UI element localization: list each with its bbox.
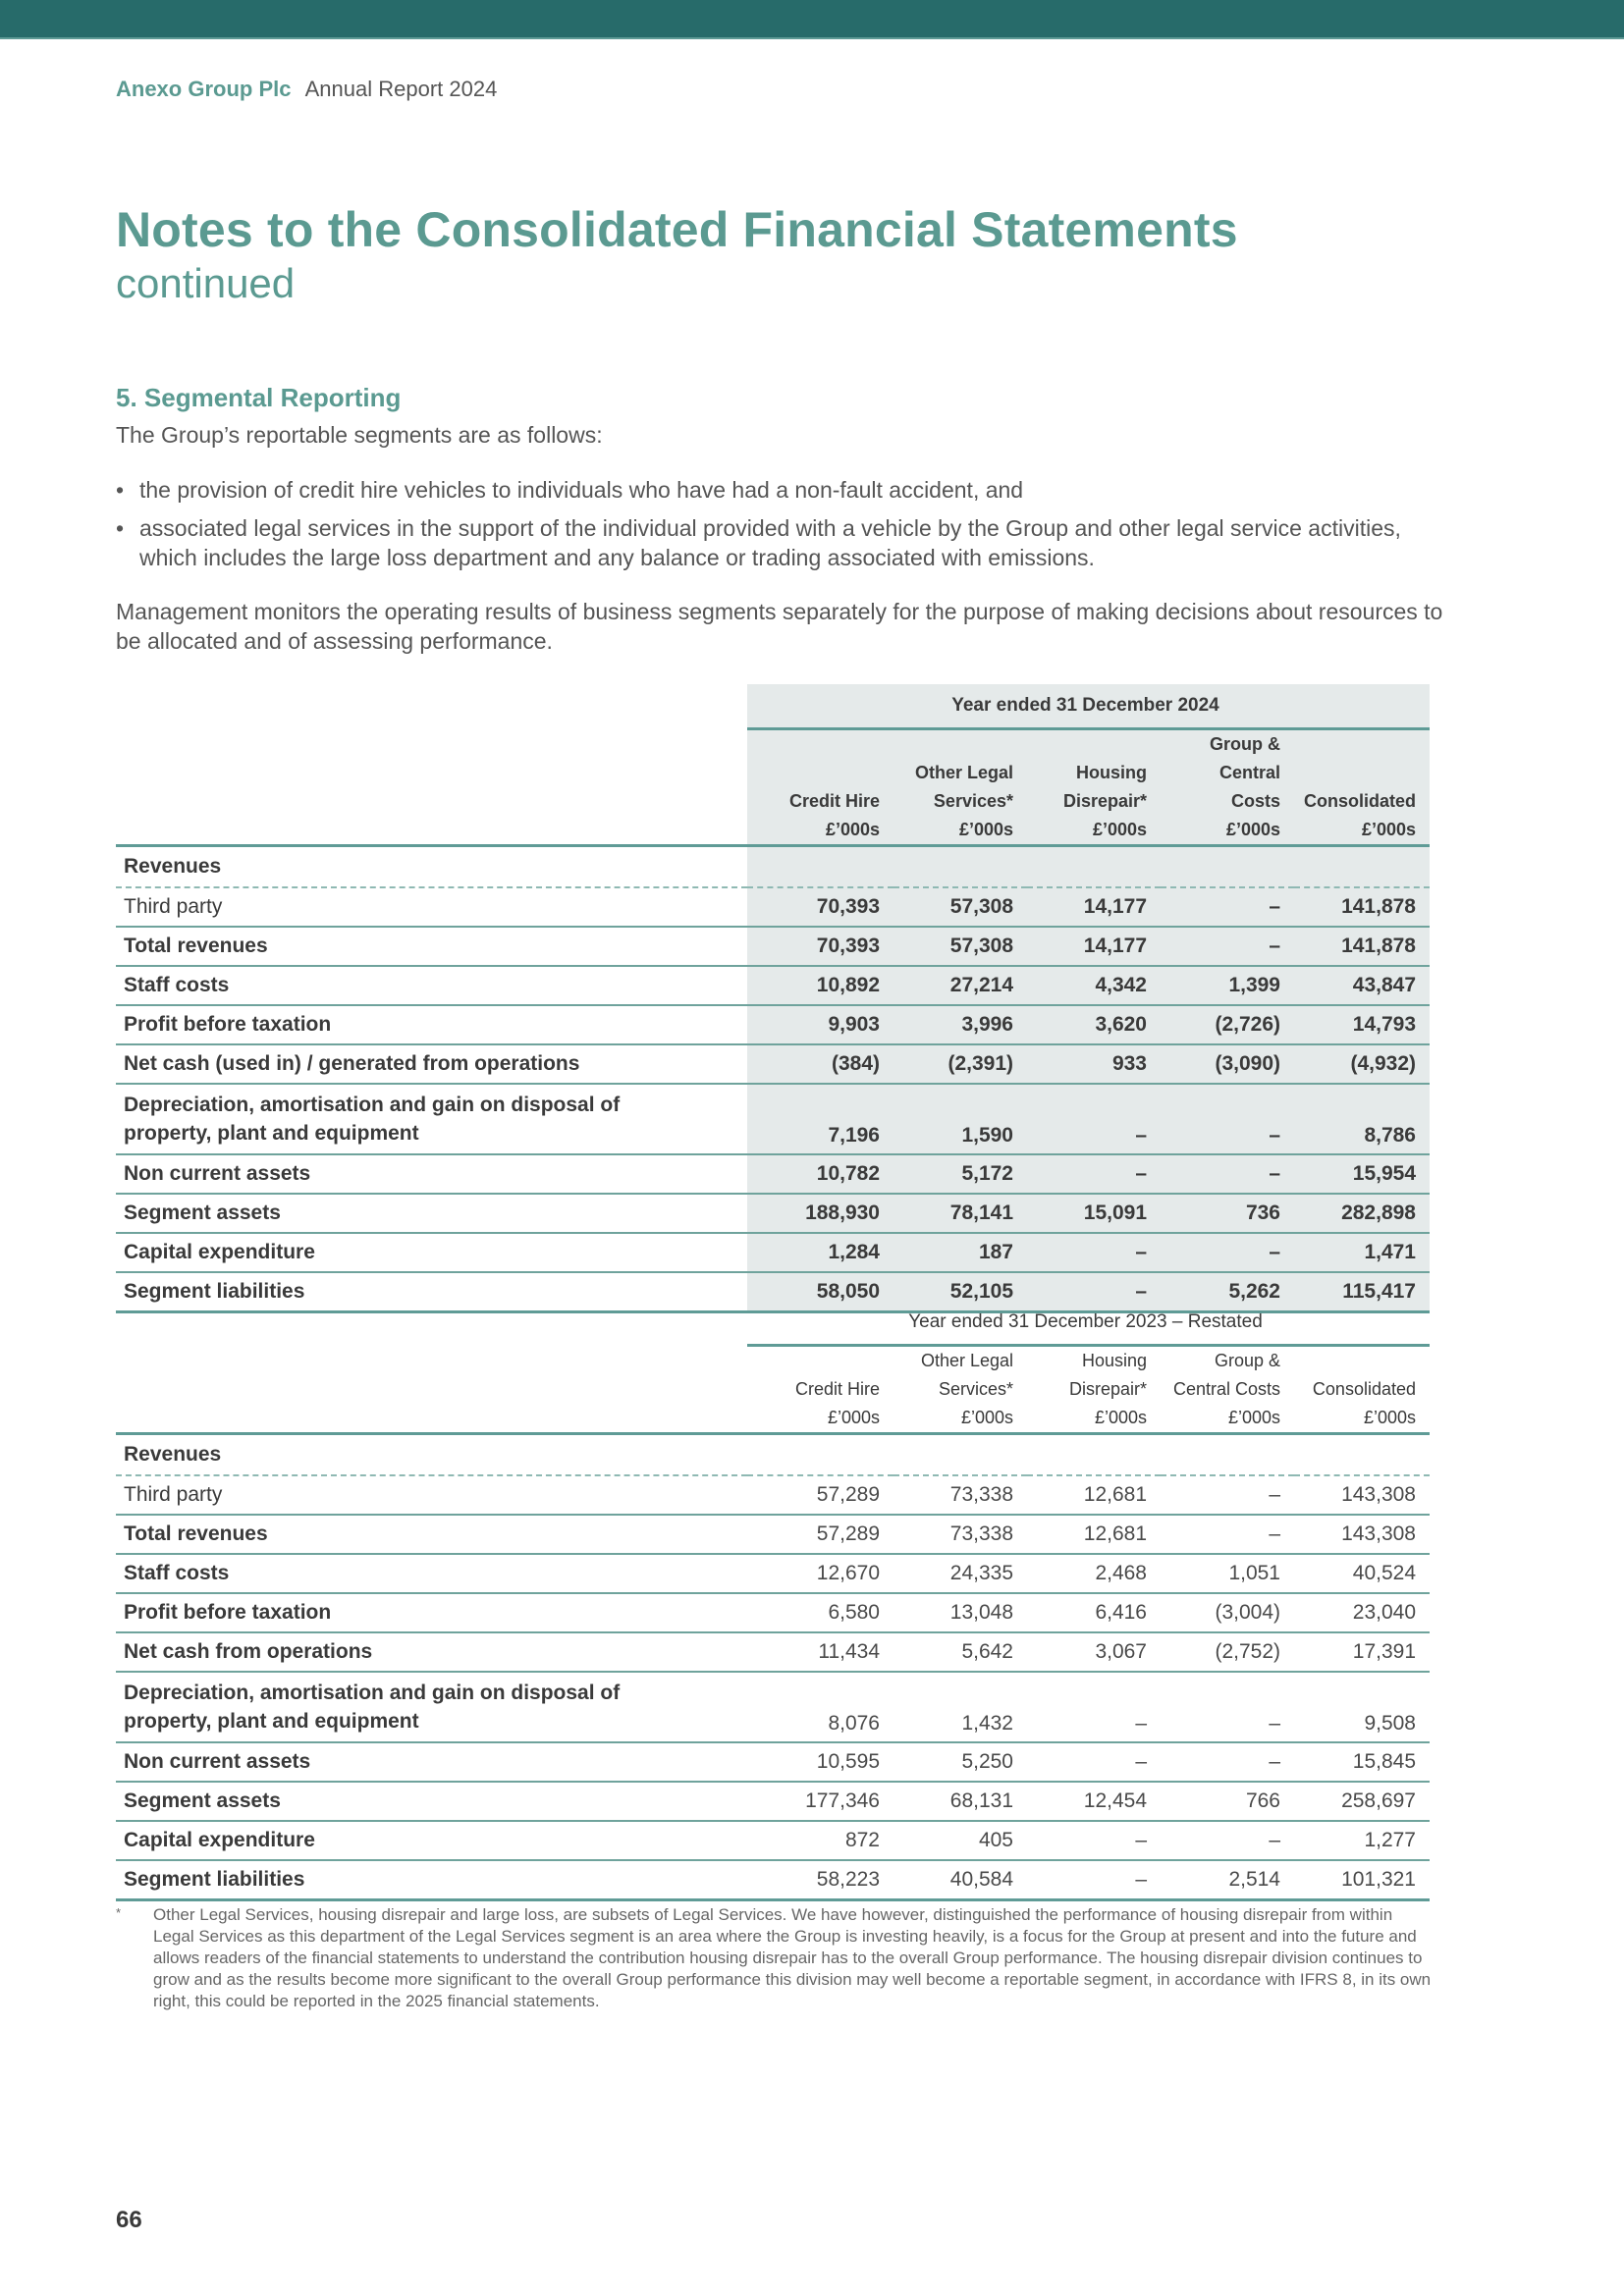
row-label: Revenues: [116, 1434, 747, 1476]
row-label: Net cash from operations: [116, 1632, 747, 1672]
cell-value: 14,793: [1294, 1005, 1430, 1044]
running-header: [116, 77, 497, 102]
column-header-other-legal: Other Legal Services* £’000s: [893, 729, 1027, 846]
table-row: [116, 1593, 1430, 1632]
cell-value: –: [1161, 1515, 1294, 1554]
table-row: [116, 1742, 1430, 1782]
cell-value: 1,590: [893, 1084, 1027, 1154]
cell-value: (4,932): [1294, 1044, 1430, 1084]
cell-value: –: [1161, 887, 1294, 927]
cell-value: 12,670: [747, 1554, 893, 1593]
cell-value: 1,284: [747, 1233, 893, 1272]
row-label: Staff costs: [116, 1554, 747, 1593]
row-label: Total revenues: [116, 1515, 747, 1554]
cell-value: 15,954: [1294, 1154, 1430, 1194]
cell-value: 872: [747, 1821, 893, 1860]
column-header-group-central: Group & Central Costs £’000s: [1161, 1346, 1294, 1434]
cell-value: 14,177: [1027, 927, 1161, 966]
cell-value: –: [1027, 1821, 1161, 1860]
period-header: Year ended 31 December 2023 – Restated: [747, 1301, 1430, 1346]
cell-value: 57,289: [747, 1515, 893, 1554]
empty-cells: [747, 1434, 1430, 1476]
cell-value: 188,930: [747, 1194, 893, 1233]
cell-value: (384): [747, 1044, 893, 1084]
row-label: Depreciation, amortisation and gain on disposal of property, plant and equipment: [116, 1084, 747, 1154]
cell-value: 8,076: [747, 1672, 893, 1742]
cell-value: 3,067: [1027, 1632, 1161, 1672]
cell-value: 115,417: [1294, 1272, 1430, 1312]
table-row: [116, 1860, 1430, 1900]
header-spacer: [116, 1301, 747, 1346]
top-color-bar: [0, 0, 1624, 39]
cell-value: 143,308: [1294, 1475, 1430, 1515]
table-row: [116, 1194, 1430, 1233]
cell-value: 766: [1161, 1782, 1294, 1821]
cell-value: –: [1027, 1154, 1161, 1194]
cell-value: 177,346: [747, 1782, 893, 1821]
row-label: Total revenues: [116, 927, 747, 966]
table-body: [116, 887, 1430, 1312]
page-title: Notes to the Consolidated Financial Statements: [116, 202, 1238, 257]
column-header-consolidated: Consolidated £’000s: [1294, 1346, 1430, 1434]
table-body: [116, 1475, 1430, 1900]
footnote-marker: *: [116, 1905, 122, 1920]
cell-value: 57,289: [747, 1475, 893, 1515]
cell-value: 5,250: [893, 1742, 1027, 1782]
table-row: [116, 1005, 1430, 1044]
cell-value: 4,342: [1027, 966, 1161, 1005]
bullet-item: • the provision of credit hire vehicles to individuals who have had a non-fault accident, and: [116, 475, 1451, 505]
cell-value: –: [1027, 1742, 1161, 1782]
row-label: Revenues: [116, 846, 747, 888]
table-row: [116, 1044, 1430, 1084]
header-spacer: [116, 1346, 747, 1434]
row-label: Segment liabilities: [116, 1272, 747, 1312]
row-label: Capital expenditure: [116, 1233, 747, 1272]
period-header: Year ended 31 December 2024: [747, 684, 1430, 729]
row-label: Profit before taxation: [116, 1005, 747, 1044]
page-number: 66: [116, 2207, 142, 2233]
section-row-revenues: [116, 846, 1430, 888]
table-row: [116, 1672, 1430, 1742]
cell-value: 52,105: [893, 1272, 1027, 1312]
cell-value: 73,338: [893, 1515, 1027, 1554]
cell-value: 57,308: [893, 927, 1027, 966]
cell-value: 1,432: [893, 1672, 1027, 1742]
cell-value: 10,892: [747, 966, 893, 1005]
cell-value: 58,050: [747, 1272, 893, 1312]
row-label: Staff costs: [116, 966, 747, 1005]
column-header-group-central: Group & Central Costs £’000s: [1161, 729, 1294, 846]
cell-value: –: [1161, 927, 1294, 966]
cell-value: 258,697: [1294, 1782, 1430, 1821]
cell-value: 58,223: [747, 1860, 893, 1900]
cell-value: 78,141: [893, 1194, 1027, 1233]
cell-value: 1,277: [1294, 1821, 1430, 1860]
cell-value: 6,580: [747, 1593, 893, 1632]
table-row: [116, 1154, 1430, 1194]
cell-value: 1,471: [1294, 1233, 1430, 1272]
cell-value: 3,996: [893, 1005, 1027, 1044]
cell-value: –: [1161, 1084, 1294, 1154]
cell-value: 1,399: [1161, 966, 1294, 1005]
section-heading: 5. Segmental Reporting: [116, 383, 402, 412]
cell-value: –: [1027, 1860, 1161, 1900]
bullet-item: • associated legal services in the support of the individual provided with a vehicle by the Group and other legal service activities, which includes the large loss department and any balance or trading associated with emissions.: [116, 513, 1451, 572]
cell-value: 143,308: [1294, 1515, 1430, 1554]
cell-value: 933: [1027, 1044, 1161, 1084]
row-label: Depreciation, amortisation and gain on disposal of property, plant and equipment: [116, 1672, 747, 1742]
cell-value: 2,514: [1161, 1860, 1294, 1900]
cell-value: 10,782: [747, 1154, 893, 1194]
row-label: Segment liabilities: [116, 1860, 747, 1900]
cell-value: (2,752): [1161, 1632, 1294, 1672]
cell-value: –: [1027, 1084, 1161, 1154]
cell-value: 282,898: [1294, 1194, 1430, 1233]
row-label: Segment assets: [116, 1782, 747, 1821]
cell-value: 9,903: [747, 1005, 893, 1044]
column-header-row: [116, 729, 1430, 846]
table-row: [116, 1782, 1430, 1821]
column-header-consolidated: Consolidated £’000s: [1294, 729, 1430, 846]
cell-value: (2,391): [893, 1044, 1027, 1084]
cell-value: 5,642: [893, 1632, 1027, 1672]
column-header-row: [116, 1346, 1430, 1434]
cell-value: 15,845: [1294, 1742, 1430, 1782]
empty-cells: [747, 846, 1430, 888]
cell-value: 70,393: [747, 887, 893, 927]
row-label: Non current assets: [116, 1742, 747, 1782]
table-row: [116, 1515, 1430, 1554]
table-row: [116, 1554, 1430, 1593]
cell-value: 6,416: [1027, 1593, 1161, 1632]
row-label: Capital expenditure: [116, 1821, 747, 1860]
footnote: [116, 1904, 1432, 2012]
column-header-other-legal: Other Legal Services* £’000s: [893, 1346, 1027, 1434]
page-subtitle: continued: [116, 260, 296, 306]
row-label: Segment assets: [116, 1194, 747, 1233]
table-row: [116, 1821, 1430, 1860]
column-header-credit-hire: Credit Hire £’000s: [747, 729, 893, 846]
cell-value: 7,196: [747, 1084, 893, 1154]
cell-value: (3,090): [1161, 1044, 1294, 1084]
cell-value: (2,726): [1161, 1005, 1294, 1044]
table-row: [116, 1233, 1430, 1272]
row-label: Profit before taxation: [116, 1593, 747, 1632]
column-header-credit-hire: Credit Hire £’000s: [747, 1346, 893, 1434]
cell-value: 5,172: [893, 1154, 1027, 1194]
column-header-housing-disrepair: Housing Disrepair* £’000s: [1027, 1346, 1161, 1434]
company-name: Anexo Group Plc: [116, 77, 292, 101]
cell-value: 57,308: [893, 887, 1027, 927]
header-spacer: [116, 729, 747, 846]
cell-value: 40,524: [1294, 1554, 1430, 1593]
cell-value: –: [1161, 1154, 1294, 1194]
cell-value: 187: [893, 1233, 1027, 1272]
segment-table-2024: [116, 684, 1430, 1313]
table-row: [116, 1084, 1430, 1154]
cell-value: 141,878: [1294, 927, 1430, 966]
cell-value: 27,214: [893, 966, 1027, 1005]
cell-value: –: [1027, 1233, 1161, 1272]
row-label: Third party: [116, 887, 747, 927]
row-label: Non current assets: [116, 1154, 747, 1194]
cell-value: 23,040: [1294, 1593, 1430, 1632]
section-row-revenues: [116, 1434, 1430, 1476]
cell-value: 68,131: [893, 1782, 1027, 1821]
column-header-housing-disrepair: Housing Disrepair* £’000s: [1027, 729, 1161, 846]
cell-value: 24,335: [893, 1554, 1027, 1593]
table-row: [116, 966, 1430, 1005]
cell-value: 141,878: [1294, 887, 1430, 927]
cell-value: 10,595: [747, 1742, 893, 1782]
cell-value: 9,508: [1294, 1672, 1430, 1742]
cell-value: –: [1161, 1821, 1294, 1860]
cell-value: 12,681: [1027, 1515, 1161, 1554]
cell-value: –: [1161, 1233, 1294, 1272]
cell-value: 8,786: [1294, 1084, 1430, 1154]
cell-value: 12,681: [1027, 1475, 1161, 1515]
cell-value: 3,620: [1027, 1005, 1161, 1044]
cell-value: 14,177: [1027, 887, 1161, 927]
cell-value: 405: [893, 1821, 1027, 1860]
cell-value: –: [1161, 1742, 1294, 1782]
cell-value: 40,584: [893, 1860, 1027, 1900]
cell-value: 73,338: [893, 1475, 1027, 1515]
row-label: Third party: [116, 1475, 747, 1515]
cell-value: 13,048: [893, 1593, 1027, 1632]
segment-table-2023-restated: [116, 1301, 1430, 1901]
cell-value: 43,847: [1294, 966, 1430, 1005]
cell-value: –: [1161, 1672, 1294, 1742]
period-header-row: [116, 684, 1430, 729]
section-paragraph: Management monitors the operating results of business segments separately for the purpose of making decisions about resources to be allocated and of assessing performance.: [116, 599, 1443, 654]
section-intro: The Group’s reportable segments are as follows:: [116, 422, 603, 448]
cell-value: 2,468: [1027, 1554, 1161, 1593]
cell-value: (3,004): [1161, 1593, 1294, 1632]
cell-value: –: [1161, 1475, 1294, 1515]
cell-value: 736: [1161, 1194, 1294, 1233]
table-row: [116, 1632, 1430, 1672]
cell-value: 101,321: [1294, 1860, 1430, 1900]
period-header-row: [116, 1301, 1430, 1346]
table-row: [116, 927, 1430, 966]
cell-value: –: [1027, 1272, 1161, 1312]
footnote-text: Other Legal Services, housing disrepair and large loss, are subsets of Legal Services. We have however, distinguished the performance of housing disrepair from within Legal Services as this department of the Legal Services segment is an area where the Group is investing heavily, is a focus for the Group at present and into the future and allows readers of the financial statements to understand the contribution housing disrepair has to the overall Group performance. The housing disrepair division continues to grow and as the results become more significant to the overall Group performance this division may well become a reportable segment, in accordance with IFRS 8, in its own right, this could be reported in the 2025 financial statements.: [153, 1905, 1432, 2010]
table-row: [116, 887, 1430, 927]
cell-value: 17,391: [1294, 1632, 1430, 1672]
cell-value: –: [1027, 1672, 1161, 1742]
cell-value: 11,434: [747, 1632, 893, 1672]
cell-value: 1,051: [1161, 1554, 1294, 1593]
cell-value: 70,393: [747, 927, 893, 966]
header-spacer: [116, 684, 747, 729]
table-row: [116, 1475, 1430, 1515]
cell-value: 5,262: [1161, 1272, 1294, 1312]
segment-bullet-list: [116, 475, 1451, 581]
cell-value: 12,454: [1027, 1782, 1161, 1821]
report-name: Annual Report 2024: [304, 77, 498, 101]
row-label: Net cash (used in) / generated from operations: [116, 1044, 747, 1084]
cell-value: 15,091: [1027, 1194, 1161, 1233]
